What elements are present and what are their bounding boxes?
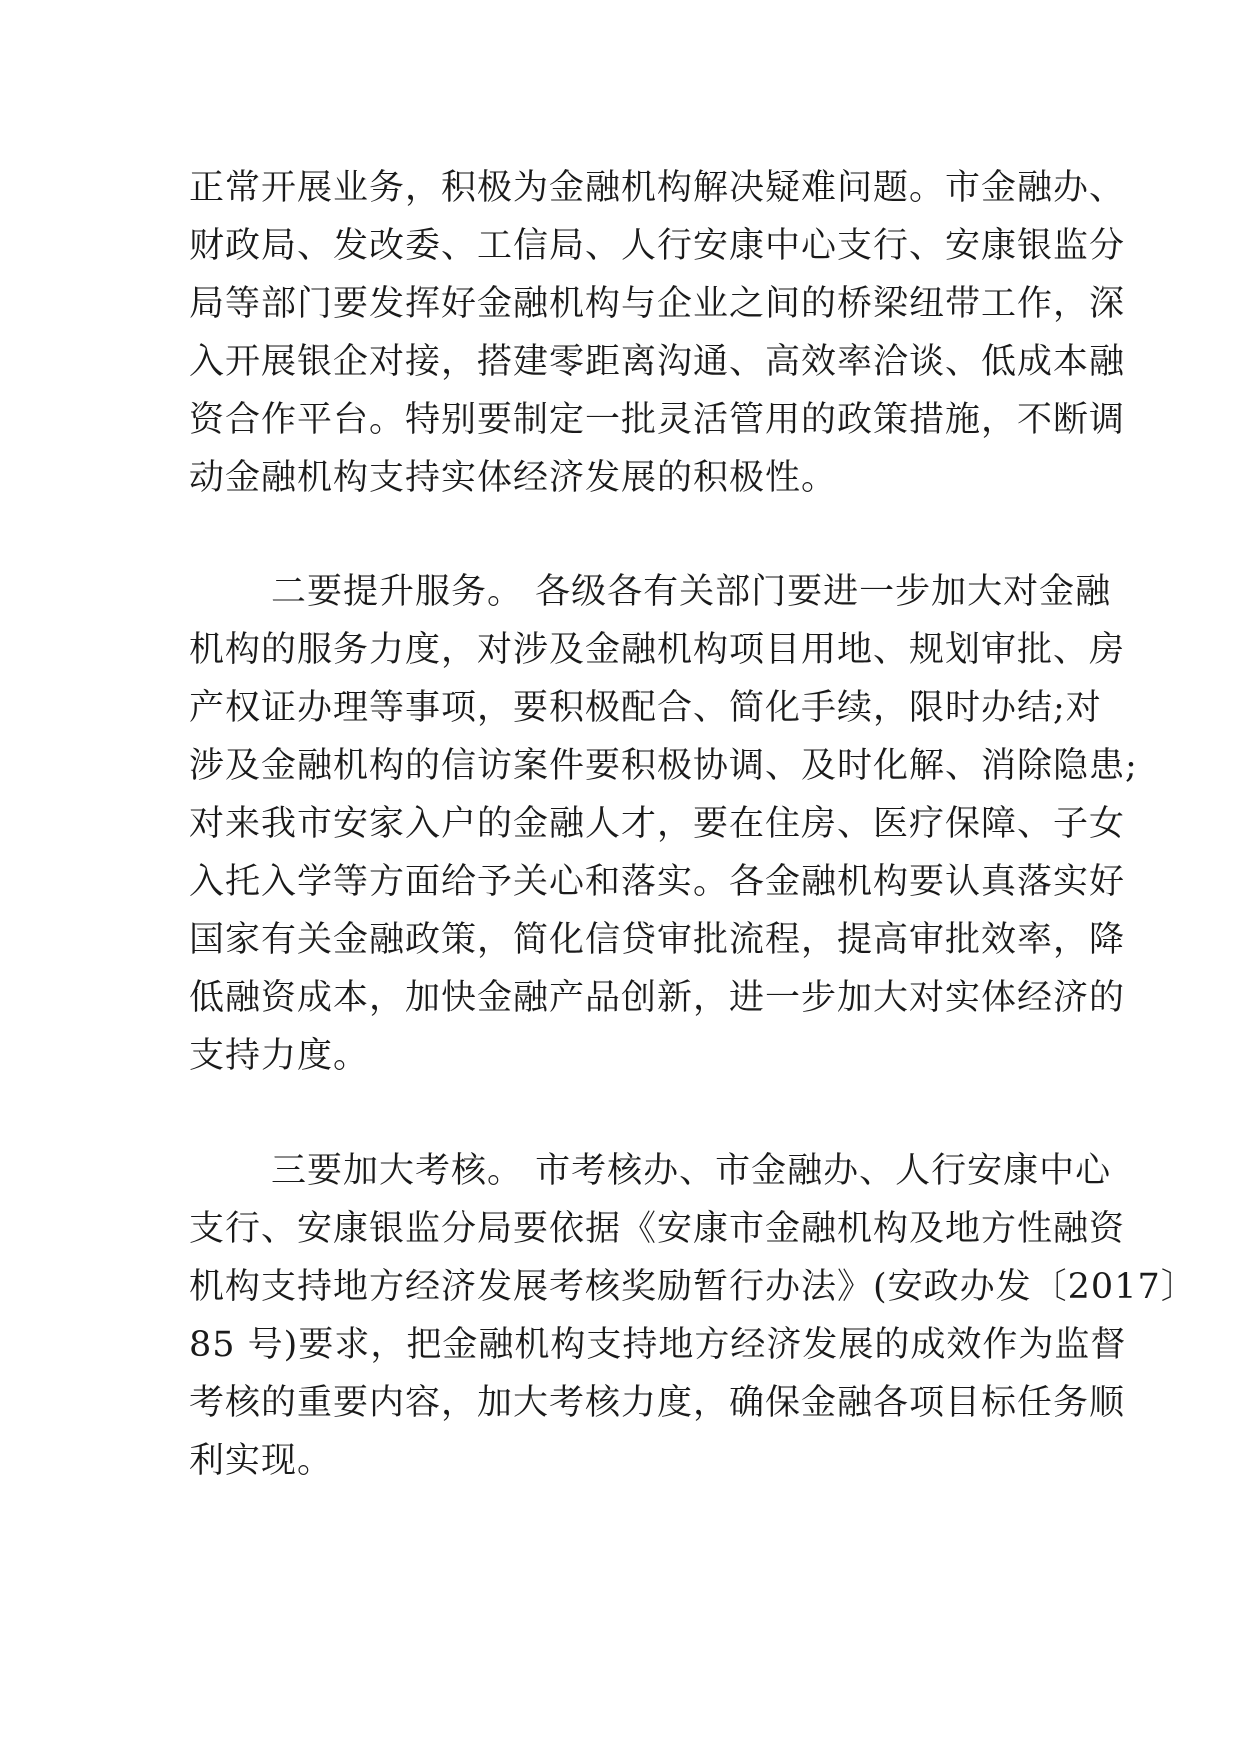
text-line: 涉及金融机构的信访案件要积极协调、及时化解、消除隐患; bbox=[189, 746, 1138, 786]
text-line: 局等部门要发挥好金融机构与企业之间的桥梁纽带工作，深 bbox=[189, 284, 1126, 324]
paragraph-strengthen-assessment bbox=[189, 1142, 1197, 1490]
text-line: 支持力度。 bbox=[189, 1036, 370, 1076]
text-line-heading: 二要提升服务。 各级各有关部门要进一步加大对金融 bbox=[271, 572, 1112, 612]
text-line: 利实现。 bbox=[189, 1441, 334, 1481]
paragraph-improve-services bbox=[189, 563, 1138, 1085]
text-line: 正常开展业务，积极为金融机构解决疑难问题。市金融办、 bbox=[189, 168, 1126, 208]
text-line: 入托入学等方面给予关心和落实。各金融机构要认真落实好 bbox=[189, 862, 1126, 902]
text-line: 入开展银企对接，搭建零距离沟通、高效率洽谈、低成本融 bbox=[189, 342, 1126, 382]
text-line: 机构的服务力度，对涉及金融机构项目用地、规划审批、房 bbox=[189, 630, 1126, 670]
text-line: 考核的重要内容，加大考核力度，确保金融各项目标任务顺 bbox=[189, 1383, 1126, 1423]
text-line: 动金融机构支持实体经济发展的积极性。 bbox=[189, 458, 838, 498]
text-line: 85 号)要求，把金融机构支持地方经济发展的成效作为监督 bbox=[189, 1325, 1127, 1365]
text-line-heading: 三要加大考核。 市考核办、市金融办、人行安康中心 bbox=[271, 1151, 1112, 1191]
text-line: 低融资成本，加快金融产品创新，进一步加大对实体经济的 bbox=[189, 978, 1126, 1018]
text-line: 资合作平台。特别要制定一批灵活管用的政策措施，不断调 bbox=[189, 400, 1126, 440]
text-line: 产权证办理等事项，要积极配合、简化手续，限时办结;对 bbox=[189, 688, 1102, 728]
text-line: 对来我市安家入户的金融人才，要在住房、医疗保障、子女 bbox=[189, 804, 1126, 844]
text-line: 支行、安康银监分局要依据《安康市金融机构及地方性融资 bbox=[189, 1209, 1126, 1249]
text-line: 财政局、发改委、工信局、人行安康中心支行、安康银监分 bbox=[189, 226, 1126, 266]
text-line: 国家有关金融政策，简化信贷审批流程，提高审批效率，降 bbox=[189, 920, 1126, 960]
paragraph-financial-institution-support bbox=[189, 159, 1126, 507]
text-line: 机构支持地方经济发展考核奖励暂行办法》(安政办发〔2017〕 bbox=[189, 1267, 1197, 1307]
